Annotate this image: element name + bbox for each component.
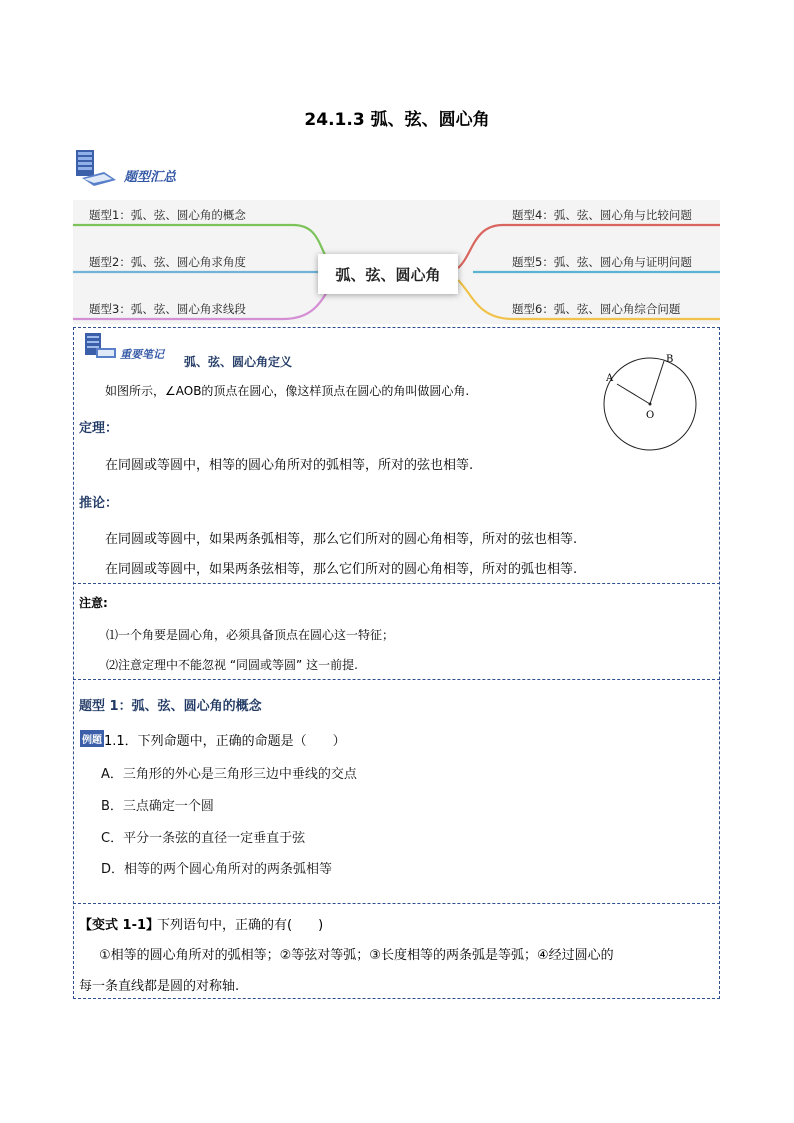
books-icon [74,148,118,188]
option-c: C．平分一条弦的直径一定垂直于弦 [101,831,306,846]
point-b-label: B [666,354,674,365]
variant-line-1: ①相等的圆心角所对的弧相等；②等弦对等弧；③长度相等的两条弧是等弧；④经过圆心的 [99,948,614,963]
option-b: B．三点确定一个圆 [101,799,214,814]
notes-heading: 弧、弦、圆心角定义 [184,355,293,369]
definition-text: 如图所示，∠AOB的顶点在圆心，像这样顶点在圆心的角叫做圆心角. [105,384,470,398]
point-a-label: A [606,373,614,384]
mind-map-left-2: 题型2：弧、弦、圆心角求角度 [89,255,246,269]
variant-line-2: 每一条直线都是圆的对称轴. [79,979,240,994]
divider-type1 [73,679,720,680]
variant-tag: 【变式 1-1】 [79,918,160,933]
corollary-2: 在同圆或等圆中，如果两条弦相等，那么它们所对的圆心角相等，所对的弧也相等. [105,562,578,577]
attention-item-2: ⑵注意定理中不能忽视 “同圆或等圆” 这一前提. [106,658,358,672]
option-d: D．相等的两个圆心角所对的两条弧相等 [101,862,333,877]
mind-map-right-3: 题型6：弧、弦、圆心角综合问题 [512,302,681,316]
page-title: 24.1.3 弧、弦、圆心角 [304,110,490,130]
option-a: A．三角形的外心是三角形三边中垂线的交点 [101,767,357,782]
attention-item-1: ⑴一个角要是圆心角，必须具备顶点在圆心这一特征； [106,628,395,642]
mind-map-left-3: 题型3：弧、弦、圆心角求线段 [89,302,246,316]
notes-badge: 重要笔记 [120,348,164,361]
variant-question: 下列语句中，正确的有( ) [157,918,324,933]
mind-map-left-1: 题型1：弧、弦、圆心角的概念 [89,208,246,222]
type1-heading: 题型 1：弧、弦、圆心角的概念 [79,699,262,714]
notes-icon [84,332,118,360]
example-question: 1.1．下列命题中，正确的命题是（ ） [104,734,346,749]
corollary-1: 在同圆或等圆中，如果两条弧相等，那么它们所对的圆心角相等，所对的弦也相等. [105,532,578,547]
point-o-label: O [646,410,655,421]
divider-variant [73,903,720,904]
attention-label: 注意: [79,596,108,610]
mind-map-right-1: 题型4：弧、弦、圆心角与比较问题 [512,208,692,222]
mind-map-right-2: 题型5：弧、弦、圆心角与证明问题 [512,255,692,269]
corollary-label: 推论： [79,496,119,511]
circle-figure [598,350,702,454]
theorem-label: 定理： [79,421,119,436]
example-badge: 例题 [80,730,104,747]
divider-attention [73,583,720,584]
mind-map-center: 弧、弦、圆心角 [318,254,458,294]
theorem-text: 在同圆或等圆中，相等的圆心角所对的弧相等，所对的弦也相等. [105,458,474,473]
summary-heading: 题型汇总 [124,170,177,185]
